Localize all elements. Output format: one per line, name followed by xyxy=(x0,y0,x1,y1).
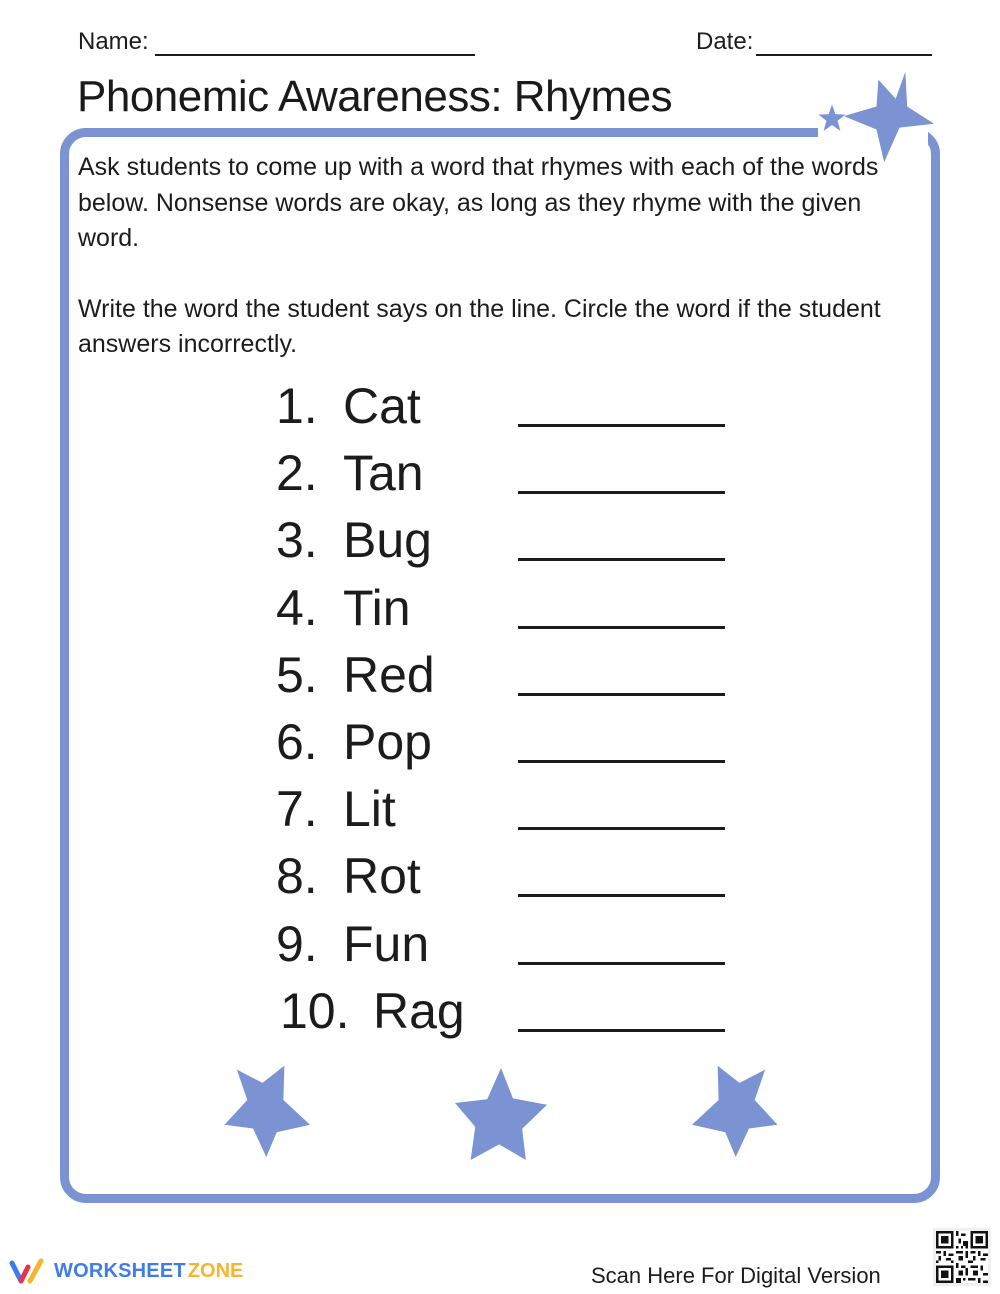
word-row xyxy=(276,443,736,510)
answer-line[interactable] xyxy=(518,962,725,965)
answer-line[interactable] xyxy=(518,491,725,494)
worksheet-zone-logo[interactable] xyxy=(8,1258,243,1284)
word-number: 5. xyxy=(276,646,318,703)
word-number: 4. xyxy=(276,579,318,636)
date-label: Date: xyxy=(696,28,754,55)
date-input-line[interactable] xyxy=(756,28,932,56)
word-text: Rot xyxy=(343,848,421,905)
word-text: Cat xyxy=(343,378,421,434)
word-number: 1. xyxy=(276,378,318,434)
instructions xyxy=(78,150,918,363)
word-number: 7. xyxy=(276,781,318,838)
word-number: 9. xyxy=(276,915,318,972)
word-row xyxy=(276,645,736,712)
word-row xyxy=(276,712,736,779)
answer-line[interactable] xyxy=(518,693,725,696)
word-text: Pop xyxy=(343,713,432,770)
word-number: 8. xyxy=(276,848,318,905)
word-number: 2. xyxy=(276,445,318,502)
page-title: Phonemic Awareness: Rhymes xyxy=(77,72,673,121)
scan-text: Scan Here For Digital Version xyxy=(591,1263,881,1288)
word-row xyxy=(276,914,736,981)
name-input-line[interactable] xyxy=(155,28,475,56)
answer-line[interactable] xyxy=(518,894,725,897)
date-field xyxy=(696,28,932,56)
answer-line[interactable] xyxy=(518,1029,725,1032)
word-text: Red xyxy=(343,646,435,703)
star-icon xyxy=(222,1062,322,1157)
word-row xyxy=(276,578,736,645)
answer-line[interactable] xyxy=(518,424,725,427)
word-text: Rag xyxy=(373,982,465,1039)
word-text: Tan xyxy=(343,445,424,502)
name-label: Name: xyxy=(78,28,149,55)
word-number: 3. xyxy=(276,512,318,569)
name-field xyxy=(78,28,475,56)
word-text: Bug xyxy=(343,512,432,569)
logo-w-icon xyxy=(8,1258,48,1284)
instructions-paragraph-2: Write the word the student says on the line. Circle the word if the student answers incorrectly. xyxy=(78,294,881,358)
brand-name-part-2: ZONE xyxy=(187,1259,244,1282)
answer-line[interactable] xyxy=(518,827,725,830)
answer-line[interactable] xyxy=(518,626,725,629)
star-icon xyxy=(680,1062,780,1157)
answer-line[interactable] xyxy=(518,558,725,561)
brand-name-part-1: WORKSHEET xyxy=(54,1259,186,1282)
word-text: Tin xyxy=(343,579,411,636)
word-text: Lit xyxy=(343,781,396,838)
answer-line[interactable] xyxy=(518,760,725,763)
word-text: Fun xyxy=(343,915,430,972)
word-number: 10. xyxy=(280,982,350,1039)
word-number: 6. xyxy=(276,713,318,770)
word-row xyxy=(276,846,736,913)
word-row xyxy=(276,510,736,577)
word-row xyxy=(276,779,736,846)
word-row xyxy=(276,981,736,1048)
header-row xyxy=(78,24,940,58)
star-icon xyxy=(453,1068,549,1160)
word-row xyxy=(276,376,736,443)
qr-code-icon[interactable] xyxy=(933,1228,991,1286)
word-list xyxy=(276,376,736,1048)
instructions-paragraph-1: Ask students to come up with a word that rhymes with each of the words below. Nonsense words are okay, as long as they rhyme with the given word. xyxy=(78,153,879,252)
